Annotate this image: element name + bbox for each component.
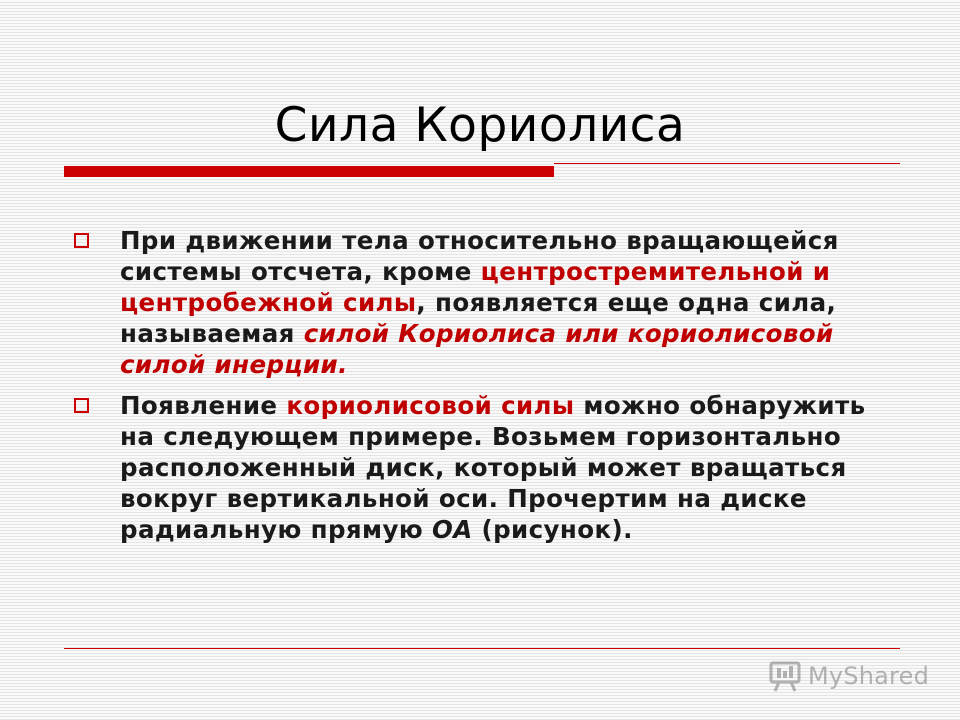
highlighted-term: центростремительной и центробежной силы [120,257,831,317]
bullet-segment: можно обнаружить на следующем примере. Возьмем горизонтально расположенный диск, который может вращаться вокруг вертикальной оси. Прочертим на диске радиальную прямую [120,391,866,544]
bullet-segment: Появление [120,391,287,420]
highlighted-term: кориолисовой силы [286,391,575,420]
highlighted-term: силой Кориолиса или кориолисовой силой инерции. [120,319,834,379]
watermark-logo [768,656,929,696]
square-bullet-icon [74,398,89,413]
bullet-item-1 [74,225,894,380]
bullet-segment: (рисунок). [472,515,633,544]
presentation-board-icon [768,659,802,693]
bullet-segment: При движении тела относительно вращающейся системы отсчета, кроме [120,226,839,286]
slide-title: Сила Кориолиса [274,98,686,153]
footer-rule [64,648,900,649]
bullet-text [120,391,865,544]
title-underline-bar [64,166,554,177]
bullet-item-2 [74,390,894,545]
square-bullet-icon [74,233,89,248]
watermark-text: MyShared [808,662,930,690]
bullet-list [74,225,894,555]
bullet-text [120,226,839,379]
title-underline-rule [554,163,900,164]
bullet-segment: , появляется еще одна сила, называемая [120,288,837,348]
line-label-oa: ОА [431,515,473,544]
